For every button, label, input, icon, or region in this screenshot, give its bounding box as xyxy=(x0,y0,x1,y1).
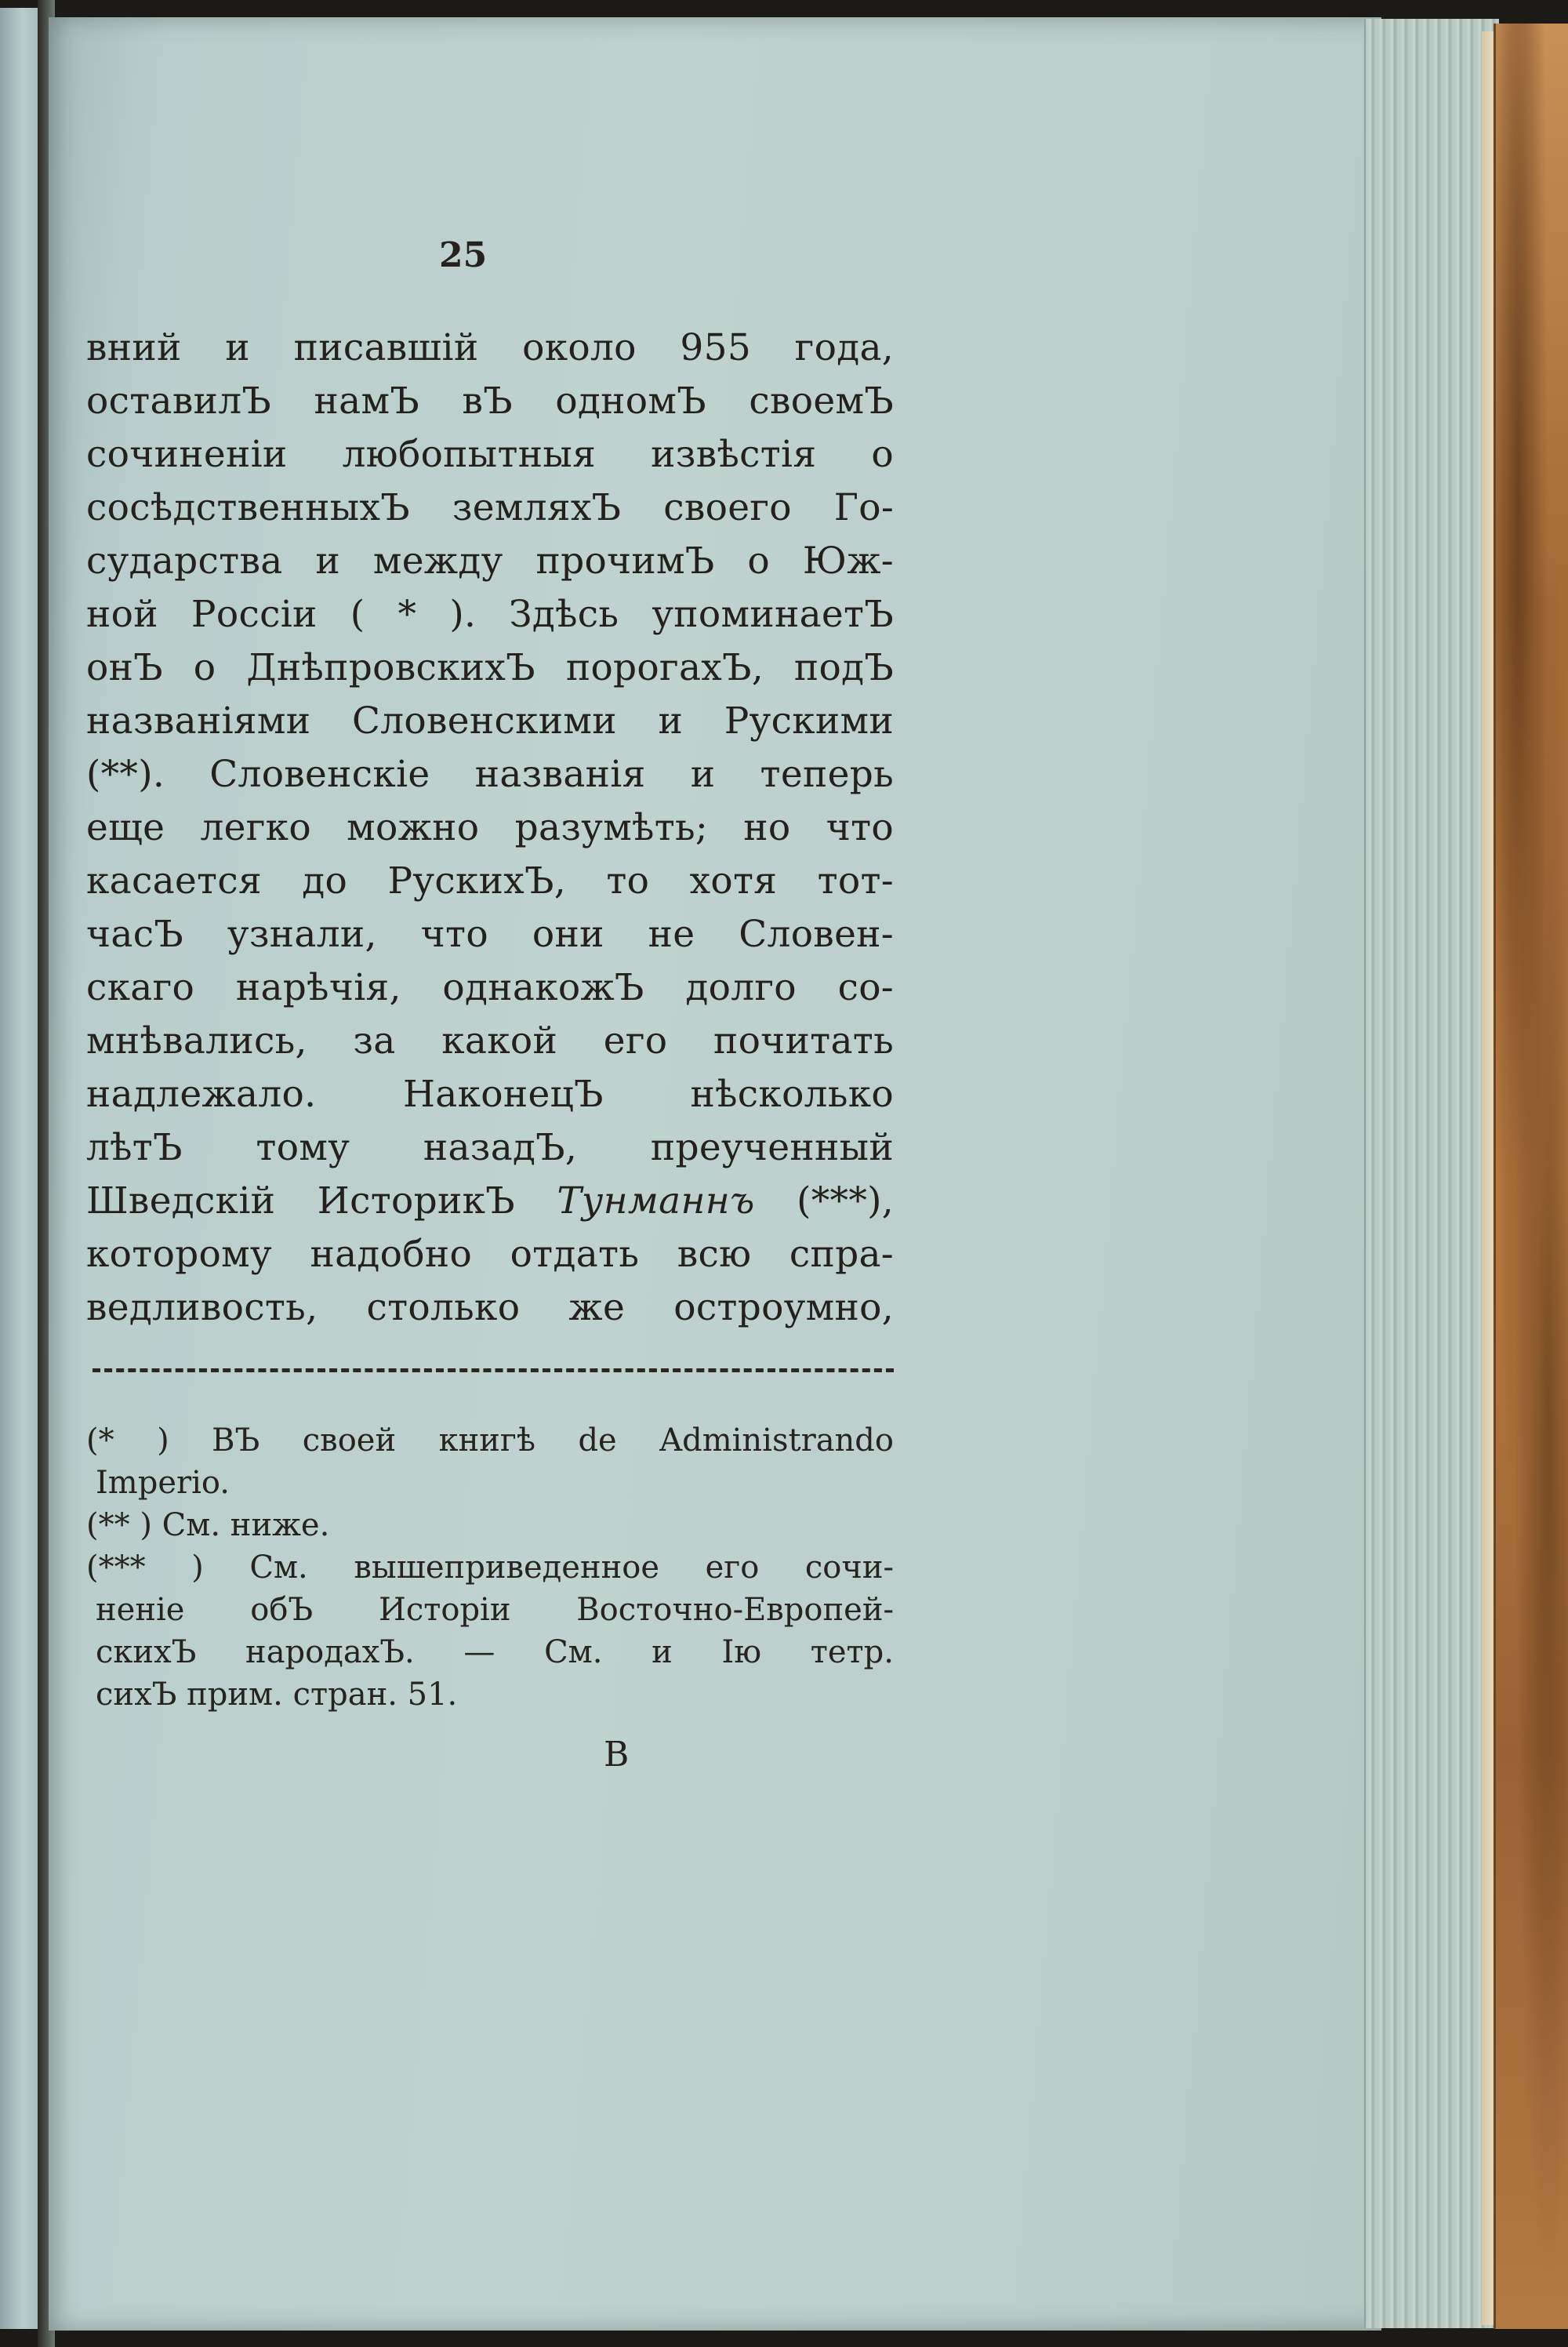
body-line: ведливость, столько же остроумно, xyxy=(86,1286,894,1329)
footnote-line: неніе обЪ Исторіи Восточно-Европей- xyxy=(96,1592,894,1628)
footnote-line: сихЪ прим. стран. 51. xyxy=(96,1677,458,1713)
body-line-with-italic xyxy=(86,1175,894,1228)
body-line: сосѣдственныхЪ земляхЪ своего Го- xyxy=(86,486,894,529)
page-edges xyxy=(1364,19,1499,2328)
body-line: вний и писавшій около 955 года, xyxy=(86,326,894,369)
body-line: ной Россіи ( * ). Здѣсь упоминаетЪ xyxy=(86,593,894,636)
body-line-text: (***), xyxy=(754,1179,894,1223)
left-page-edge xyxy=(0,8,40,2329)
body-line: сочиненіи любопытныя извѣстія о xyxy=(86,433,894,476)
body-line: скаго нарѣчія, однакожЪ долго со- xyxy=(86,966,894,1009)
body-line: сударства и между прочимЪ о Юж- xyxy=(86,540,894,583)
page-number: 25 xyxy=(439,235,488,275)
body-line: (**). Словенскіе названія и теперь xyxy=(86,753,894,796)
book-cover xyxy=(1494,24,1568,2329)
body-line: еще легко можно разумѣть; но что xyxy=(86,806,894,849)
body-line: часЪ узнали, что они не Словен- xyxy=(86,913,894,956)
body-line: надлежало. НаконецЪ нѣсколько xyxy=(86,1073,894,1116)
footnote-line: Imperio. xyxy=(96,1465,230,1501)
body-line: названіями Словенскими и Рускими xyxy=(86,699,894,743)
body-line: мнѣвались, за какой его почитать xyxy=(86,1019,894,1063)
italic-name: Тунманнъ xyxy=(557,1179,755,1223)
footnote-line: (** ) См. ниже. xyxy=(86,1507,330,1543)
catchword: В xyxy=(604,1735,630,1775)
footnotes xyxy=(86,1419,894,1716)
body-text xyxy=(86,322,894,1335)
body-line: лѣтЪ тому назадЪ, преученный xyxy=(86,1126,894,1169)
body-line: которому надобно отдать всю спра- xyxy=(86,1233,894,1276)
footnote-line: скихЪ народахЪ. — См. и Iю тетр. xyxy=(96,1634,894,1670)
footnote-line: (*** ) См. вышеприведенное его сочи- xyxy=(86,1550,894,1586)
body-line: оставилЪ намЪ вЪ одномЪ своемЪ xyxy=(86,380,894,423)
footnote-rule xyxy=(93,1368,894,1372)
body-line-text: Шведскій ИсторикЪ xyxy=(86,1179,557,1223)
body-line: касается до РускихЪ, то хотя тот- xyxy=(86,859,894,903)
footnote-line: (* ) ВЪ своей книгѣ de Administrando xyxy=(86,1422,894,1459)
body-line: онЪ о ДнѣпровскихЪ порогахЪ, подЪ xyxy=(86,646,894,689)
